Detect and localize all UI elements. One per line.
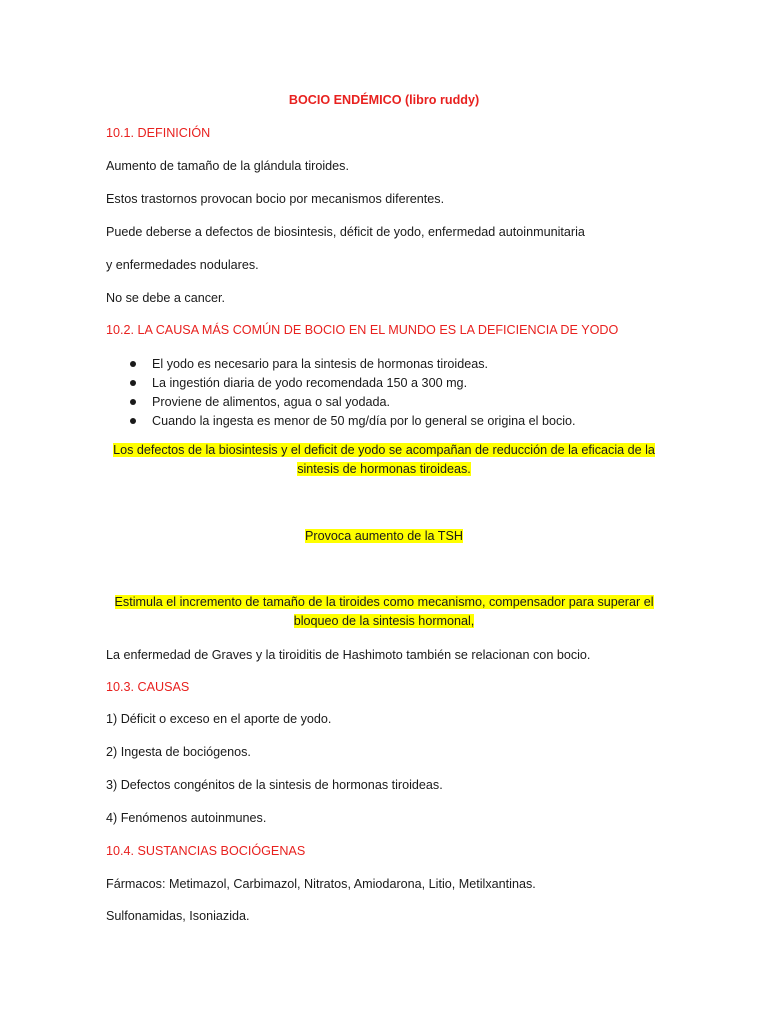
paragraph: Fármacos: Metimazol, Carbimazol, Nitratos, Amiodarona, Litio, Metilxantinas. (106, 877, 536, 891)
bullet-list (106, 355, 576, 431)
numbered-item: 3) Defectos congénitos de la sintesis de hormonas tiroideas. (106, 778, 443, 792)
highlighted-paragraph (0, 527, 768, 546)
paragraph: y enfermedades nodulares. (106, 258, 259, 272)
highlighted-paragraph (0, 593, 768, 631)
paragraph: La enfermedad de Graves y la tiroiditis de Hashimoto también se relacionan con bocio. (106, 648, 591, 662)
document-title: BOCIO ENDÉMICO (libro ruddy) (288, 93, 480, 107)
numbered-item: 2) Ingesta de bociógenos. (106, 745, 251, 759)
highlighted-text: Provoca aumento de la TSH (305, 529, 463, 543)
highlighted-text: Los defectos de la biosintesis y el deficit de yodo se acompañan de reducción de la eficacia de la (113, 443, 655, 457)
paragraph: Sulfonamidas, Isoniazida. (106, 909, 250, 923)
numbered-item: 4) Fenómenos autoinmunes. (106, 811, 267, 825)
paragraph: No se debe a cancer. (106, 291, 226, 305)
section-heading-definicion: 10.1. DEFINICIÓN (106, 126, 211, 140)
paragraph: Estos trastornos provocan bocio por mecanismos diferentes. (106, 192, 445, 206)
paragraph: Puede deberse a defectos de biosintesis, déficit de yodo, enfermedad autoinmunitaria (106, 225, 585, 239)
highlighted-text: bloqueo de la sintesis hormonal, (293, 614, 475, 628)
highlighted-paragraph (0, 441, 768, 479)
section-heading-causas: 10.3. CAUSAS (106, 680, 190, 694)
section-heading-sustancias: 10.4. SUSTANCIAS BOCIÓGENAS (106, 844, 306, 858)
list-item: Cuando la ingesta es menor de 50 mg/día por lo general se origina el bocio. (106, 412, 576, 431)
list-item: La ingestión diaria de yodo recomendada 150 a 300 mg. (106, 374, 576, 393)
list-item: El yodo es necesario para la sintesis de hormonas tiroideas. (106, 355, 576, 374)
section-heading-causa-comun: 10.2. LA CAUSA MÁS COMÚN DE BOCIO EN EL MUNDO ES LA DEFICIENCIA DE YODO (106, 323, 619, 337)
numbered-item: 1) Déficit o exceso en el aporte de yodo. (106, 712, 332, 726)
highlighted-text: sintesis de hormonas tiroideas. (297, 462, 471, 476)
highlighted-text: Estimula el incremento de tamaño de la tiroides como mecanismo, compensador para superar el (114, 595, 654, 609)
list-item: Proviene de alimentos, agua o sal yodada. (106, 393, 576, 412)
paragraph: Aumento de tamaño de la glándula tiroides. (106, 159, 349, 173)
